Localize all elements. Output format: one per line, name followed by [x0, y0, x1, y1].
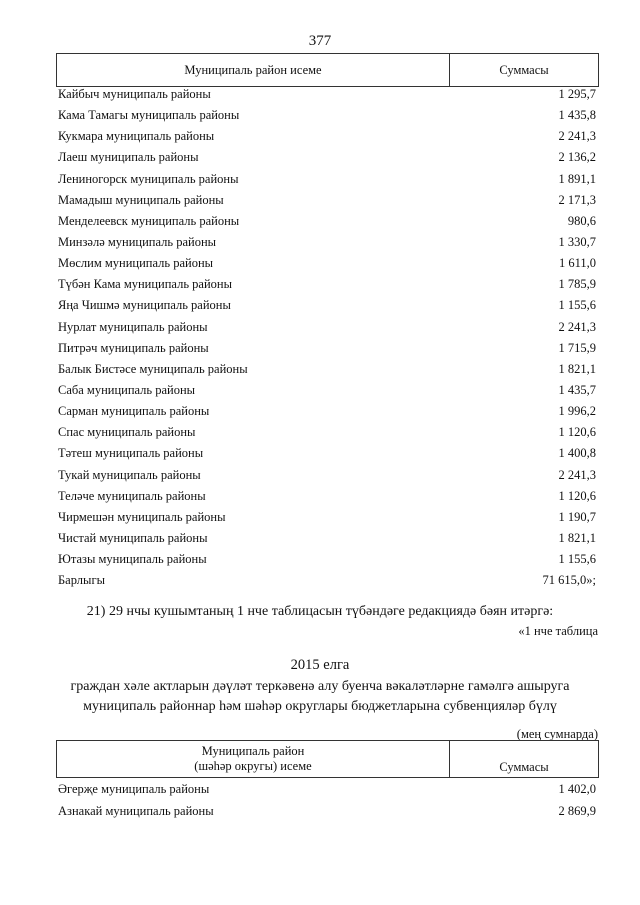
row-name: Лаеш муниципаль районы: [58, 150, 199, 165]
table-row: [58, 507, 596, 528]
row-value: 2 241,3: [558, 129, 596, 144]
row-value: 1 120,6: [558, 425, 596, 440]
row-name: Мамадыш муниципаль районы: [58, 192, 224, 207]
table-row: [58, 169, 596, 190]
table1-body: [58, 84, 596, 591]
table-row: [58, 232, 596, 253]
row-value: 2 171,3: [558, 192, 596, 207]
table-row: [58, 84, 596, 105]
row-value: 1 155,6: [558, 298, 596, 313]
table2-header-name-line1: Муниципаль район: [201, 744, 305, 758]
row-name: Теләче муниципаль районы: [58, 488, 206, 503]
row-value: 1 435,7: [558, 382, 596, 397]
row-value: 1 402,0: [558, 782, 596, 796]
table-row: [58, 105, 596, 126]
row-value: 2 136,2: [558, 150, 596, 165]
row-value: 1 400,8: [558, 446, 596, 461]
table2-header: [56, 740, 599, 778]
row-value: 1 435,8: [558, 108, 596, 123]
row-name: Мөслим муниципаль районы: [58, 256, 214, 271]
row-value: 980,6: [567, 213, 596, 228]
table-row: [58, 800, 596, 822]
table2-heading: [0, 677, 640, 717]
table-row: [58, 317, 596, 338]
row-value: 1 821,1: [558, 361, 596, 376]
table-row: [58, 778, 596, 800]
row-name: Азнакай муниципаль районы: [58, 804, 214, 818]
table-row: [58, 359, 596, 380]
row-name: Тукай муниципаль районы: [58, 467, 201, 482]
row-name: Лениногорск муниципаль районы: [58, 171, 239, 186]
row-name: Чирмешән муниципаль районы: [58, 509, 226, 524]
table-row: [58, 549, 596, 570]
table-row: [58, 126, 596, 147]
total-value: 71 615,0»;: [542, 573, 596, 588]
row-value: 1 891,1: [558, 171, 596, 186]
table-row: [58, 465, 596, 486]
row-name: Яңа Чишмә муниципаль районы: [58, 298, 231, 313]
row-name: Кайбыч муниципаль районы: [58, 87, 211, 101]
row-value: 1 330,7: [558, 234, 596, 249]
row-name: Нурлат муниципаль районы: [58, 319, 208, 334]
row-name: Спас муниципаль районы: [58, 425, 196, 440]
row-value: 2 869,9: [558, 804, 596, 818]
amendment-text: 21) 29 нчы кушымтаның 1 нче таблицасын түбәндәге редакциядә бәян итәргә:: [86, 604, 554, 619]
row-value: 2 241,3: [558, 319, 596, 334]
row-name: Тәтеш муниципаль районы: [58, 446, 204, 461]
row-name: Кукмара муниципаль районы: [58, 129, 215, 144]
row-value: 1 785,9: [558, 277, 596, 292]
row-name: Кама Тамагы муниципаль районы: [58, 108, 240, 123]
table1-header: [56, 53, 599, 87]
table-row: [58, 486, 596, 507]
page-number: 377: [308, 33, 332, 49]
table-row: [58, 147, 596, 168]
row-name: Менделеевск муниципаль районы: [58, 213, 240, 228]
units-label: (мең сумнарда): [516, 727, 598, 741]
heading-line-2: муниципаль районнар һәм шәһәр округлары бюджетларына субвенцияләр бүлү: [83, 699, 557, 714]
table-row: [58, 253, 596, 274]
table-row: [58, 211, 596, 232]
row-value: 1 715,9: [558, 340, 596, 355]
table-reference: «1 нче таблица: [518, 624, 598, 638]
table1-header-sum: Суммасы: [450, 54, 599, 87]
row-value: 1 295,7: [558, 87, 596, 101]
table-row: [58, 190, 596, 211]
row-name: Түбән Кама муниципаль районы: [58, 277, 232, 292]
row-value: 1 611,0: [558, 256, 596, 271]
year-title: 2015 елга: [290, 657, 350, 673]
table-row: [58, 401, 596, 422]
heading-line-1: граждан хәле актларын дәүләт теркәвенә алу буенча вәкаләтләрне гамәлгә ашыруга: [70, 679, 570, 694]
row-name: Саба муниципаль районы: [58, 382, 196, 397]
row-value: 1 821,1: [558, 530, 596, 545]
table-row: [58, 274, 596, 295]
total-row: [58, 570, 596, 591]
row-value: 2 241,3: [558, 467, 596, 482]
table2-header-name-line2: (шәһәр округы) исеме: [194, 759, 312, 773]
row-value: 1 155,6: [558, 552, 596, 567]
table2-header-sum: Суммасы: [450, 741, 599, 778]
table-row: [58, 528, 596, 549]
table-row: [58, 422, 596, 443]
row-name: Питрәч муниципаль районы: [58, 340, 209, 355]
row-name: Ютазы муниципаль районы: [58, 552, 207, 567]
table-row: [58, 443, 596, 464]
row-value: 1 120,6: [558, 488, 596, 503]
row-name: Чистай муниципаль районы: [58, 530, 208, 545]
row-value: 1 190,7: [558, 509, 596, 524]
total-label: Барлыгы: [58, 573, 105, 588]
table-row: [58, 338, 596, 359]
row-name: Әгерҗе муниципаль районы: [58, 782, 210, 796]
row-name: Балык Бистәсе муниципаль районы: [58, 361, 248, 376]
table2-header-name: [57, 741, 450, 778]
table1-header-name: Муниципаль район исеме: [57, 54, 450, 87]
table-row: [58, 380, 596, 401]
table2-body: [58, 778, 596, 822]
row-name: Сарман муниципаль районы: [58, 404, 210, 419]
table-row: [58, 295, 596, 316]
row-name: Минзәлә муниципаль районы: [58, 234, 217, 249]
row-value: 1 996,2: [558, 404, 596, 419]
